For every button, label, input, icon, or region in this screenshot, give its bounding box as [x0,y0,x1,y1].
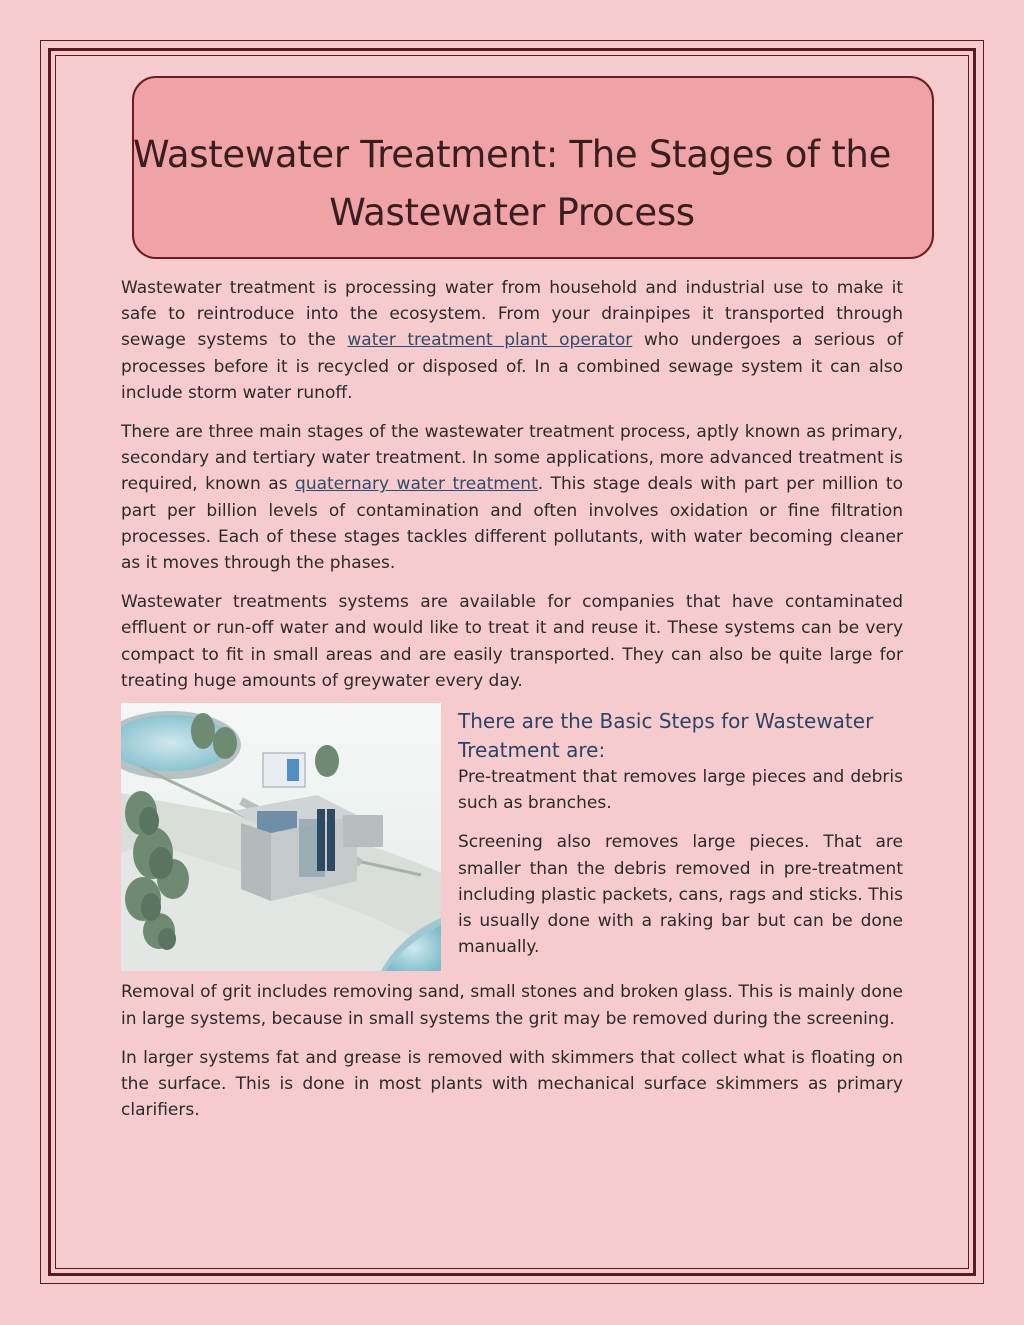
page-title: Wastewater Treatment: The Stages of the Wastewater Process [132,133,892,234]
intro-text-start: Wastewater treatment is processing water from household and industrial use to make it safe to reintroduce into the ecosystem. From your drainpipes it transported through sewage systems to the [121,278,903,351]
stages-text-end: . This stage deals with part per million to part per billion levels of contamination and often involves oxidation or fine filtration processes. Each of these stages tackles different pollutants, with water becoming cleaner as it moves through the phases. [121,474,903,574]
treatment-plant-illustration [121,703,441,971]
steps-heading: There are the Basic Steps for Wastewater Treatment are: [458,709,874,762]
water-treatment-operator-link[interactable]: water treatment plant operator [347,330,633,351]
steps-section [121,707,903,973]
article-body [121,275,903,1136]
intro-paragraph [121,275,903,406]
intro-text-end: who undergoes a serious of processes before it is recycled or disposed of. In a combined sewage system it can also include storm water runoff. [121,330,903,403]
grease-paragraph: In larger systems fat and grease is removed with skimmers that collect what is floating on the surface. This is done in most plants with mechanical surface skimmers as primary clarifiers. [121,1047,903,1121]
stages-paragraph [121,419,903,576]
grit-paragraph: Removal of grit includes removing sand, small stones and broken glass. This is mainly done in large systems, because in small systems the grit may be removed during the screening. [121,982,903,1029]
steps-text [458,707,903,973]
systems-paragraph: Wastewater treatments systems are available for companies that have contaminated effluent or run-off water and would like to treat it and reuse it. These systems can be very compact to fit in small areas and are easily transported. They can also be quite large for treating huge amounts of greywater every day. [121,592,903,691]
quaternary-treatment-link[interactable]: quaternary water treatment [295,474,538,495]
screening-paragraph: Screening also removes large pieces. That are smaller than the debris removed in pre-treatment including plastic packets, cans, rags and sticks. This is usually done with a raking bar but can be done manually. [458,832,903,958]
stages-text-start: There are three main stages of the wastewater treatment process, aptly known as primary, secondary and tertiary water treatment. In some applications, more advanced treatment is required, known as [121,422,903,495]
pretreatment-paragraph: Pre-treatment that removes large pieces and debris such as branches. [458,767,903,814]
